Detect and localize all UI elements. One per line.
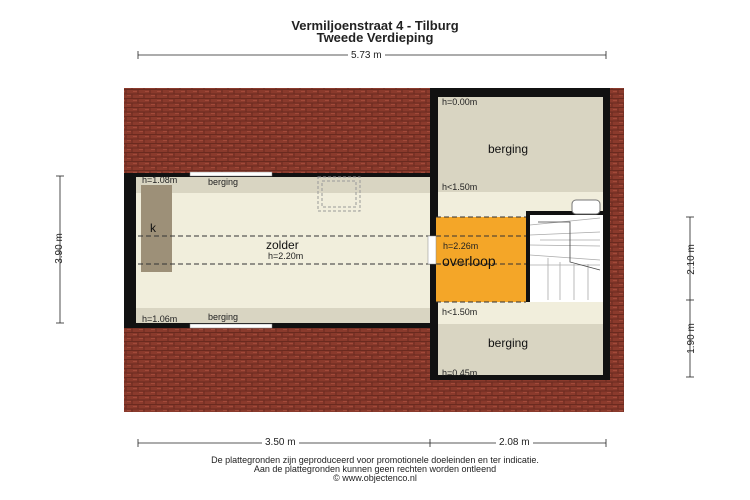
roof-bottom bbox=[124, 326, 434, 412]
footer-disclaimer-1: De plattegronden zijn geproduceerd voor promotionele doeleinden en ter indicatie. bbox=[211, 455, 539, 465]
zolder-slope-top bbox=[136, 177, 432, 193]
room-zolder-height: h=2.20m bbox=[268, 251, 304, 261]
dimension-bottom bbox=[138, 439, 606, 447]
room-berging-bottom: berging bbox=[488, 336, 529, 350]
footer-copyright: © www.objectenco.nl bbox=[333, 473, 417, 483]
height-left-bottom: h=1.06m bbox=[142, 314, 178, 324]
footer-disclaimer-2: Aan de plattegronden kunnen geen rechten worden ontleend bbox=[253, 464, 497, 474]
room-overloop-height: h=2.26m bbox=[443, 241, 479, 251]
height-right-mid-lower: h<1.50m bbox=[442, 307, 478, 317]
roof-top bbox=[124, 88, 434, 174]
room-berging-small-top: berging bbox=[208, 177, 239, 187]
sink bbox=[572, 200, 600, 214]
plan-subtitle: Tweede Verdieping bbox=[316, 30, 434, 45]
dim-bottom-right: 2.08 m bbox=[496, 437, 533, 448]
dim-left-height: 3.90 m bbox=[53, 233, 65, 264]
zolder-slope-bottom bbox=[136, 308, 432, 323]
room-k: k bbox=[150, 221, 156, 235]
window-bottom bbox=[190, 324, 272, 328]
height-bottom-right: h=0.45m bbox=[442, 368, 478, 378]
room-zolder: zolder bbox=[266, 238, 299, 252]
roof-right-bottom bbox=[430, 378, 624, 412]
window-top bbox=[190, 172, 272, 176]
dim-right-lower: 1.90 m bbox=[685, 323, 697, 354]
k-cabinet bbox=[141, 185, 172, 272]
dim-right-upper: 2.10 m bbox=[685, 244, 697, 275]
room-overloop: overloop bbox=[442, 253, 496, 269]
room-berging-top: berging bbox=[488, 142, 529, 156]
height-left-top: h=1.08m bbox=[142, 175, 178, 185]
room-berging-small-bottom: berging bbox=[208, 312, 239, 322]
height-top-right: h=0.00m bbox=[442, 97, 478, 107]
door bbox=[428, 236, 436, 264]
height-right-mid-upper: h<1.50m bbox=[442, 182, 478, 192]
plan-title: Vermiljoenstraat 4 - Tilburg bbox=[291, 18, 459, 33]
dim-bottom-left: 3.50 m bbox=[262, 437, 299, 448]
dim-top-width: 5.73 m bbox=[348, 50, 385, 61]
